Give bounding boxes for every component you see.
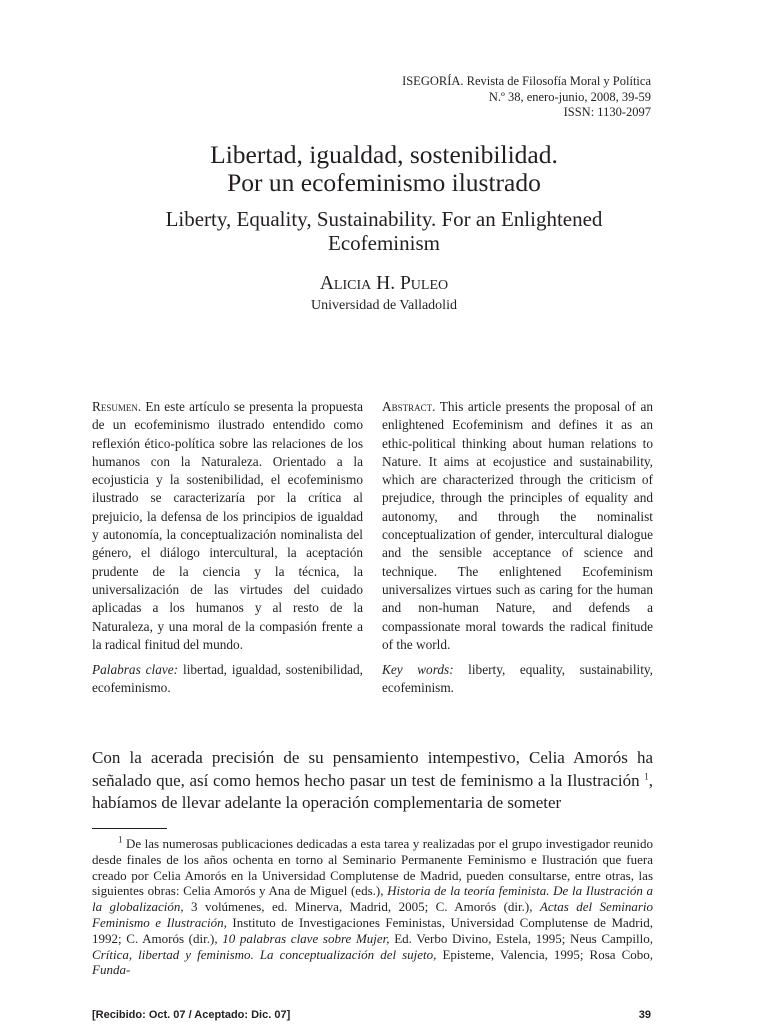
- palabras-clave-text: libertad, igualdad, sostenibilidad, ecofeminismo.: [92, 662, 364, 696]
- journal-name: ISEGORÍA. Revista de Filosofía Moral y Política: [402, 74, 651, 88]
- footnote-text: Instituto de Investigaciones Feministas, Universidad Complutense de Madrid, 1992; C. Amorós (dir.),: [92, 914, 653, 946]
- footnote-text: Episteme, Valencia, 1995; Rosa Cobo,: [442, 946, 653, 962]
- body-text-start: Con la acerada precisión de su pensamiento intempestivo, Celia Amorós ha señalado que, así como hemos hecho pasar un test de feminismo a la Ilustración: [92, 748, 653, 790]
- author-name: Alicia H. Puleo: [319, 273, 449, 294]
- footnote-work-title: Crítica, libertad y feminismo. La conceptualización del sujeto,: [92, 946, 437, 962]
- abstract-text: This article presents the proposal of an enlightened Ecofeminism and defines it as an ethic-political thinking about human relations to Nature. It aims at ecojustice and sustainability, which are characterized through the criticism of prejudice, through the principles of equality and autonomy, and through the nominalist conceptualization of gender, intercultural dialogue and the sensible acceptance of science and technique. The enlightened Ecofeminism universalizes virtues such as caring for the human and non-human Nature, and defends a compassionate moral towards the radical finitude of the world.: [382, 399, 653, 652]
- subtitle-line-1: Liberty, Equality, Sustainability. For an Enlightened: [165, 207, 603, 231]
- footnote-text: 3 volúmenes, ed. Minerva, Madrid, 2005; C. Amorós (dir.),: [191, 899, 533, 915]
- footnote-1: [92, 836, 653, 978]
- article-subtitle: [92, 207, 676, 255]
- title-line-2: Por un ecofeminismo ilustrado: [227, 168, 541, 197]
- footnote-work-title: Funda-: [92, 962, 131, 978]
- key-words-text: liberty, equality, sustainability, ecofeminism.: [382, 662, 654, 696]
- journal-header: [402, 74, 651, 121]
- received-accepted-dates: [Recibido: Oct. 07 / Aceptado: Dic. 07]: [92, 1009, 291, 1021]
- key-words: [382, 661, 653, 698]
- palabras-clave: [92, 661, 363, 698]
- footnote-text: Ed. Verbo Divino, Estela, 1995; Neus Campillo,: [394, 930, 654, 946]
- footnote-reference: 1: [644, 770, 649, 781]
- body-paragraph: [92, 747, 653, 815]
- footnote-separator: [92, 828, 167, 829]
- palabras-clave-label: Palabras clave:: [92, 662, 179, 678]
- footnote-text: De las numerosas publicaciones dedicadas a esta tarea y realizadas por el grupo investigador reunido desde finales de los años ochenta en torno al Seminario Permanente Feminismo e Ilustración que fuera creado por Celia Amorós en la Universidad Complutense de Madrid, pueden consultarse, entre otras, las siguientes obras: Celia Amorós y Ana de Miguel (eds.),: [92, 836, 654, 899]
- footnote-number: 1: [118, 834, 123, 845]
- resumen-paragraph: [92, 398, 363, 654]
- abstract-column: [382, 398, 653, 698]
- resumen-label: Resumen.: [92, 399, 142, 414]
- journal-issn: ISSN: 1130-2097: [563, 105, 651, 119]
- author-affiliation: Universidad de Valladolid: [311, 298, 457, 313]
- footnote-work-title: Historia de la teoría feminista. De la Ilustración a la globalización,: [92, 883, 653, 915]
- resumen-column: [92, 398, 363, 698]
- title-line-1: Libertad, igualdad, sostenibilidad.: [210, 140, 558, 169]
- footnote-work-title: Actas del Seminario Feminismo e Ilustración,: [92, 899, 653, 930]
- key-words-label: Key words:: [382, 662, 454, 678]
- abstract-paragraph: [382, 398, 653, 654]
- article-title: [92, 141, 676, 197]
- journal-issue: N.º 38, enero-junio, 2008, 39-59: [488, 89, 651, 104]
- abstract-label: Abstract.: [382, 399, 436, 414]
- subtitle-line-2: Ecofeminism: [328, 231, 440, 255]
- body-text-end: , habíamos de llevar adelante la operación complementaria de someter: [92, 770, 654, 812]
- footnote-work-title: 10 palabras clave sobre Mujer,: [222, 930, 390, 946]
- resumen-text: En este artículo se presenta la propuesta de un ecofeminismo ilustrado entendido como reflexión ético-política sobre las relaciones de los humanos con la Naturaleza. Orientado a la ecojusticia y la sostenibilidad, el ecofeminismo ilustrado se caracterizaría por la crítica al prejuicio, la defensa de los principios de igualdad y autonomía, la conceptualización nominalista del género, el diálogo intercultural, la aceptación prudente de la ciencia y la técnica, la universalización de las virtudes del cuidado aplicadas a los humanos y al resto de la Naturaleza, y una moral de la compasión frente a la radical finitud del mundo.: [92, 399, 363, 652]
- page-number: 39: [638, 1009, 651, 1021]
